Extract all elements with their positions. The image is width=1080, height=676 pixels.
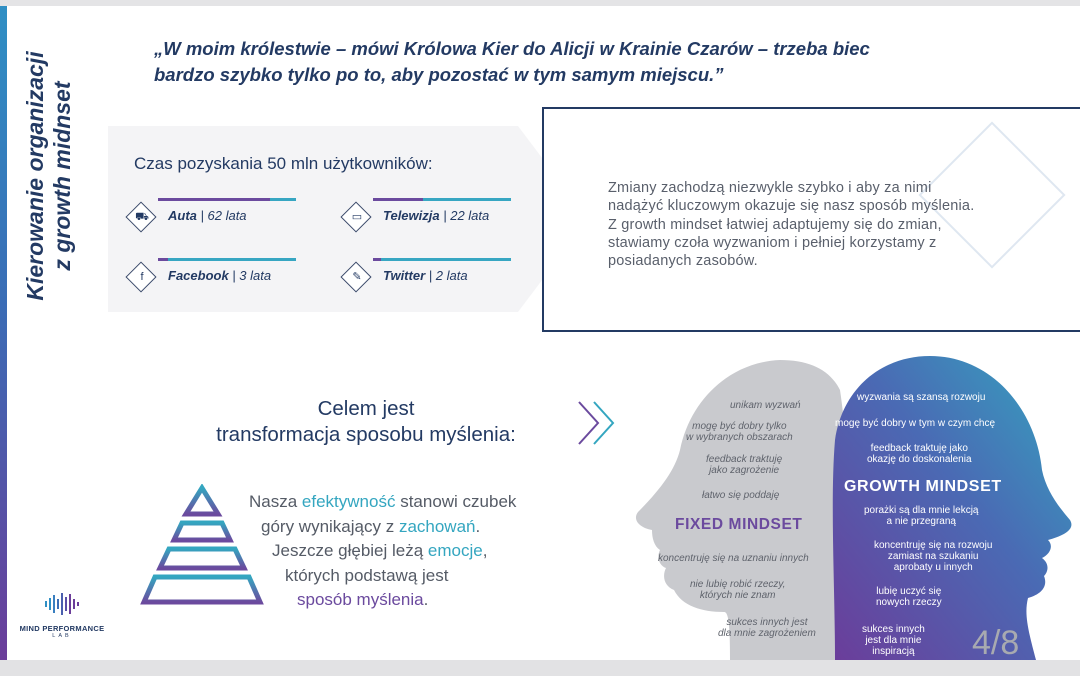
- quote-line2: bardzo szybko tylko po to, aby pozostać w tym samym miejscu.”: [154, 64, 724, 85]
- change-text-line2: nadążyć kluczowym okazuje się nasz sposób myślenia.: [608, 198, 975, 215]
- vertical-title-line2: z growth midnset: [49, 81, 75, 271]
- pyramid-text-2-highlight: zachowań: [398, 516, 476, 536]
- growth-item-7: sukces innych jest dla mnie inspiracją: [862, 624, 925, 657]
- quote: [154, 36, 1014, 88]
- change-text-line1: Zmiany zachodzą niezwykle szybko i aby za nimi: [608, 180, 932, 196]
- tv-icon: ▭: [351, 211, 363, 223]
- twitter-icon: ✎: [352, 271, 362, 283]
- vertical-title-line1: Kierowanie organizacji: [22, 51, 48, 301]
- mind-performance-logo: [16, 592, 108, 639]
- growth-mindset-title: GROWTH MINDSET: [844, 478, 1002, 495]
- pyramid-text-2a: góry wynikający z: [261, 516, 399, 536]
- goal-line2: transformacja sposobu myślenia:: [216, 423, 516, 446]
- growth-item-4: porażki są dla mnie lekcją a nie przegraną: [864, 505, 979, 527]
- change-text-line3: Z growth mindset łatwiej adaptujemy się do zmian,: [608, 216, 942, 233]
- stat-facebook: f Facebook | 3 lata: [130, 264, 330, 294]
- stat-value-telewizja: 22 lata: [450, 208, 490, 223]
- pyramid-text-4: których podstawą jest: [285, 565, 449, 585]
- car-icon: ⛟: [135, 211, 149, 223]
- pyramid-text-1a: Nasza: [249, 492, 302, 511]
- fixed-mindset-title: FIXED MINDSET: [675, 516, 803, 533]
- stat-value-facebook: 3 lata: [239, 268, 272, 283]
- pyramid-text-3b: ,: [482, 541, 488, 560]
- pyramid-text-3-highlight: emocje: [427, 541, 483, 560]
- fixed-item-7: sukces innych jest dla mnie zagrożeniem: [718, 617, 816, 639]
- mindset-heads-illustration: [630, 350, 1080, 660]
- pyramid-text-3a: Jeszcze głębiej leżą: [272, 541, 428, 560]
- change-text: [608, 179, 1028, 270]
- heads-silhouette-icon: [630, 350, 1080, 660]
- stat-name-auta: Auta: [168, 208, 197, 223]
- change-text-line4: stawiamy czoła wyzwaniom i pełniej korzystamy z: [608, 234, 937, 251]
- pyramid-text-2b: .: [475, 516, 481, 536]
- slide: [0, 6, 1080, 660]
- pyramid-text-1b: stanowi czubek: [395, 492, 517, 511]
- change-text-line5: posiadanych zasobów.: [608, 253, 758, 270]
- growth-item-5: koncentruję się na rozwoju zamiast na szukaniu aprobaty u innych: [874, 540, 993, 573]
- fixed-item-6: nie lubię robić rzeczy, których nie znam: [690, 579, 786, 601]
- page-number: 4/8: [972, 624, 1020, 660]
- soundwave-logo-icon: [44, 592, 80, 616]
- pyramid-text-5-highlight: sposób myślenia: [297, 590, 424, 609]
- logo-name: MIND PERFORMANCE: [19, 624, 105, 633]
- double-chevron-right-icon: [576, 400, 622, 446]
- bottom-edge: [0, 660, 1080, 676]
- fixed-item-5: koncentruję się na uznaniu innych: [658, 553, 809, 564]
- logo-sub: LAB: [52, 633, 72, 639]
- stat-bar-facebook: [158, 258, 296, 261]
- stat-bar-auta: [158, 198, 296, 201]
- vertical-title: [22, 16, 76, 336]
- pyramid-text-5b: .: [423, 590, 429, 609]
- left-accent-stripe: [0, 6, 7, 660]
- growth-item-3: feedback traktuję jako okazję do doskonalenia: [867, 443, 972, 465]
- stat-telewizja: ▭ Telewizja | 22 lata: [345, 204, 545, 234]
- goal-line1: Celem jest: [317, 397, 415, 420]
- change-box: [542, 107, 1080, 332]
- growth-item-1: wyzwania są szansą rozwoju: [857, 392, 986, 403]
- stat-value-twitter: 2 lata: [435, 268, 468, 283]
- stat-twitter: ✎ Twitter | 2 lata: [345, 264, 545, 294]
- stat-auta: ⛟ Auta | 62 lata: [130, 204, 330, 234]
- stat-bar-twitter: [373, 258, 511, 261]
- goal-heading: [176, 396, 556, 448]
- growth-item-6: lubię uczyć się nowych rzeczy: [876, 586, 942, 608]
- stat-bar-telewizja: [373, 198, 511, 201]
- fixed-item-4: łatwo się poddaję: [702, 490, 780, 501]
- growth-item-2: mogę być dobry w tym w czym chcę: [835, 418, 996, 429]
- fixed-item-3: feedback traktuję jako zagrożenie: [706, 454, 783, 476]
- stat-name-telewizja: Telewizja: [383, 208, 440, 223]
- stat-name-facebook: Facebook: [168, 268, 229, 283]
- fixed-item-2: mogę być dobry tylko w wybranych obszarach: [686, 421, 793, 443]
- fixed-item-1: unikam wyzwań: [730, 400, 801, 411]
- stat-value-auta: 62 lata: [207, 208, 247, 223]
- pyramid-text: [240, 490, 516, 613]
- quote-line1: „W moim królestwie – mówi Królowa Kier do Alicji w Krainie Czarów – trzeba biec: [154, 38, 870, 59]
- facebook-icon: f: [140, 271, 144, 283]
- users-panel-title: Czas pozyskania 50 mln użytkowników:: [134, 154, 433, 173]
- stat-name-twitter: Twitter: [383, 268, 426, 283]
- pyramid-text-1-highlight: efektywność: [301, 492, 396, 511]
